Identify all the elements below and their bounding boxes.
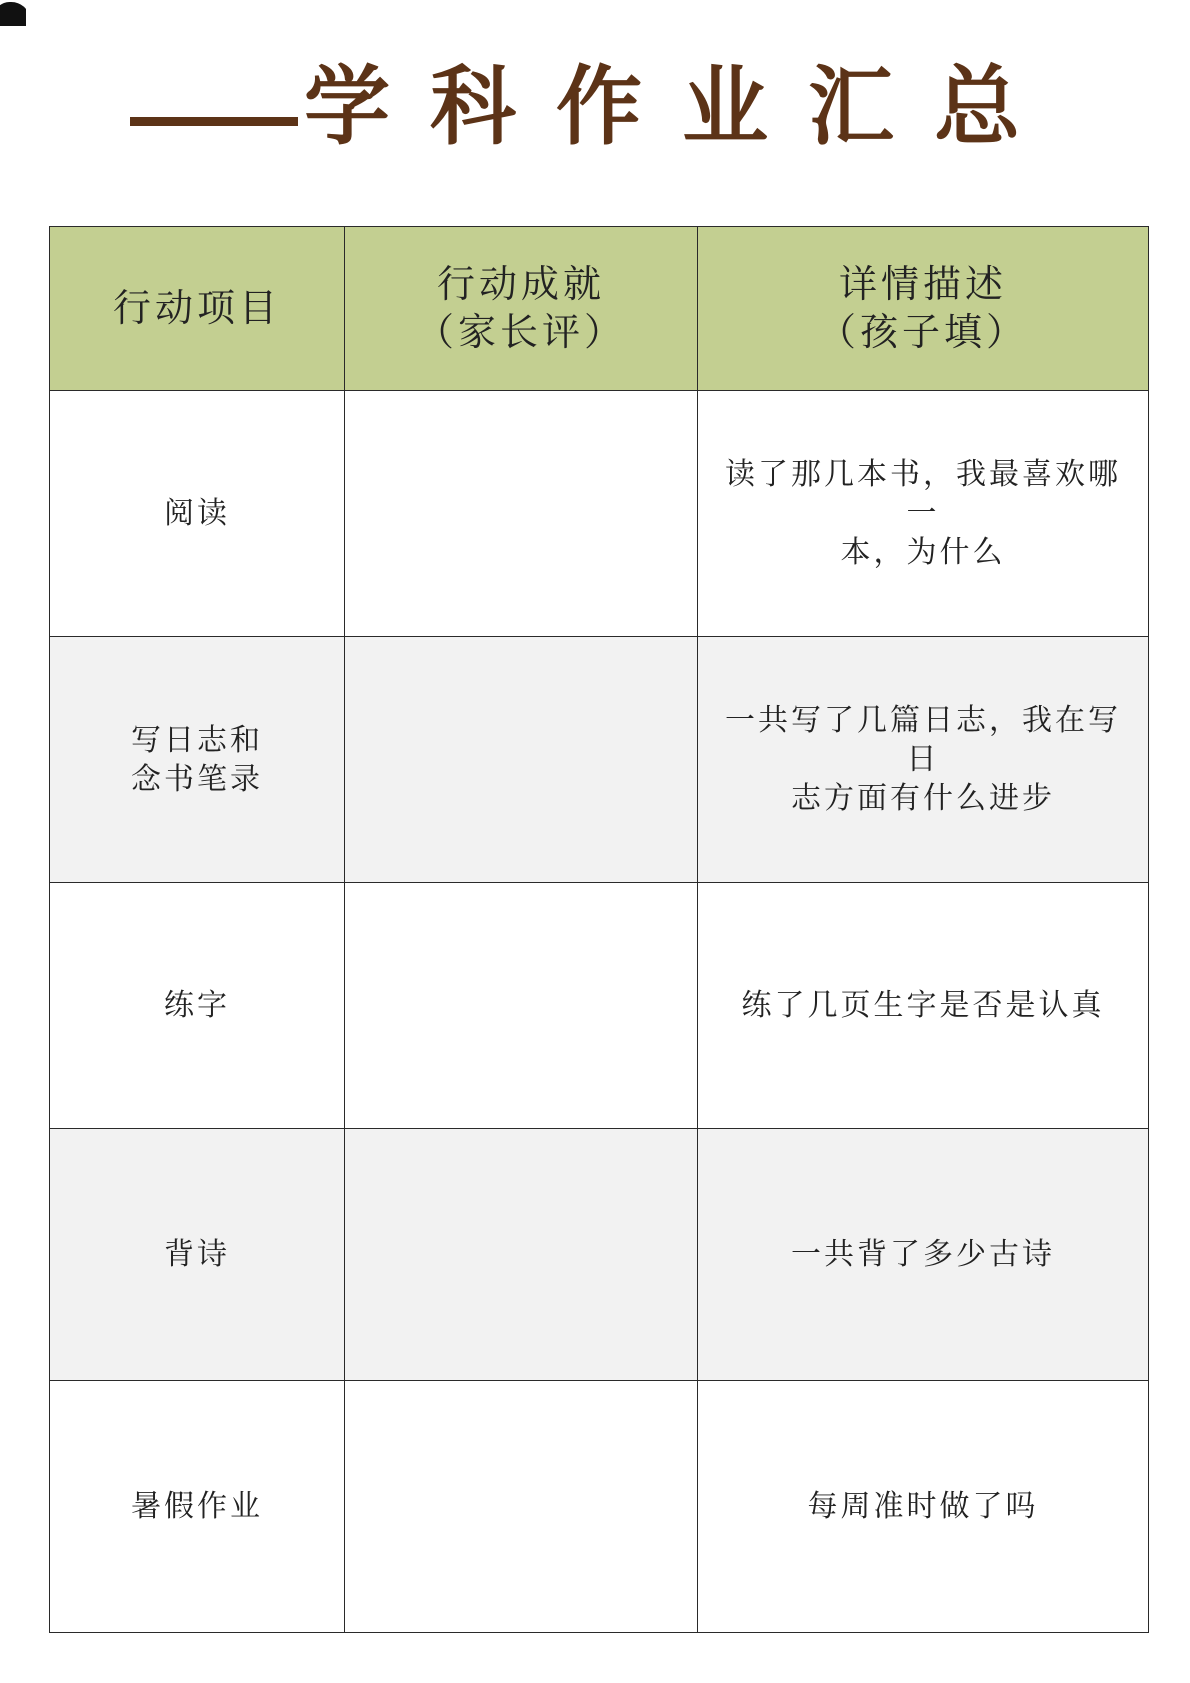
description-line-1: 读了那几本书，我最喜欢哪一 [725, 457, 1121, 531]
cell-achievement-input[interactable] [345, 637, 698, 883]
description-line-1: 每周准时做了吗 [807, 1489, 1039, 1524]
table-header-row [50, 227, 1149, 391]
header-action-item [50, 227, 345, 391]
cell-achievement-input[interactable] [345, 1129, 698, 1381]
table-row-calligraphy [50, 883, 1149, 1129]
cell-action-item [50, 391, 345, 637]
header-sublabel: （家长评） [415, 309, 626, 354]
cell-description [698, 1129, 1149, 1381]
homework-summary-table [49, 226, 1149, 1633]
title-text: 学科作业汇总 [304, 57, 1060, 157]
header-label: 行动项目 [112, 285, 281, 330]
description-line-1: 一共写了几篇日志，我在写日 [725, 703, 1121, 777]
header-sublabel: （孩子填） [817, 309, 1028, 354]
page-title [0, 30, 1190, 157]
table-row-poetry [50, 1129, 1149, 1381]
description-line-2: 本，为什么 [840, 535, 1006, 570]
cell-description [698, 637, 1149, 883]
cell-description [698, 1381, 1149, 1633]
header-achievement [345, 227, 698, 391]
item-label: 练字 [164, 988, 230, 1023]
cell-action-item [50, 637, 345, 883]
cell-description [698, 883, 1149, 1129]
title-subject-blank-line[interactable] [130, 117, 298, 126]
table-row-journal [50, 637, 1149, 883]
item-label: 阅读 [164, 496, 230, 531]
header-description [698, 227, 1149, 391]
cell-achievement-input[interactable] [345, 883, 698, 1129]
table-row-reading [50, 391, 1149, 637]
item-label: 写日志和 [131, 722, 263, 758]
corner-ink-mark [0, 0, 26, 26]
item-label: 暑假作业 [131, 1489, 263, 1524]
item-label: 背诗 [164, 1237, 230, 1272]
description-line-2: 志方面有什么进步 [791, 781, 1055, 816]
table-row-summer-homework [50, 1381, 1149, 1633]
cell-action-item [50, 883, 345, 1129]
header-label: 详情描述 [838, 261, 1007, 306]
cell-achievement-input[interactable] [345, 1381, 698, 1633]
cell-action-item [50, 1129, 345, 1381]
cell-description [698, 391, 1149, 637]
description-line-1: 练了几页生字是否是认真 [741, 988, 1105, 1023]
header-label: 行动成就 [436, 261, 605, 306]
description-line-1: 一共背了多少古诗 [791, 1237, 1055, 1272]
cell-action-item [50, 1381, 345, 1633]
cell-achievement-input[interactable] [345, 391, 698, 637]
item-label-2: 念书笔录 [131, 761, 263, 797]
